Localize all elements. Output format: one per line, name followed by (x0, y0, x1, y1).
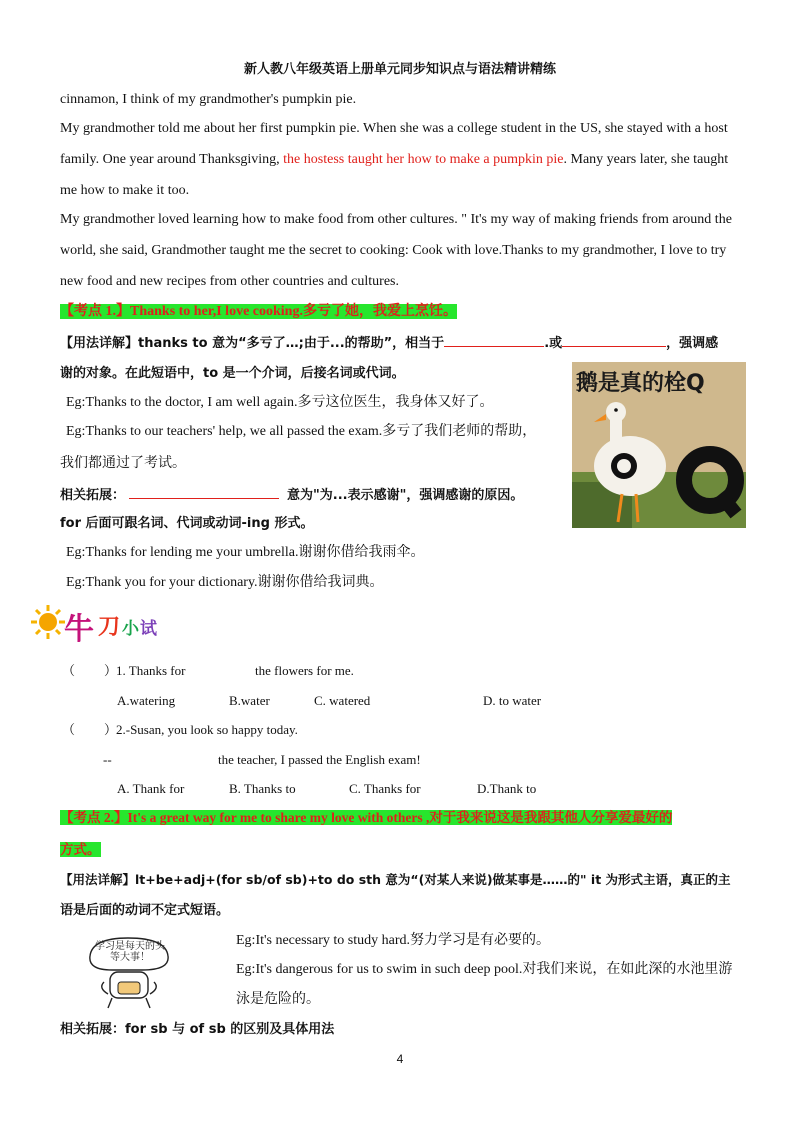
example-6: Eg:It's dangerous for us to swim in such deep pool.对我们来说，在如此深的水池里游 (236, 962, 733, 977)
q2-stem-a: 2.-Susan, you look so happy today. (116, 722, 298, 737)
q1-option-d[interactable]: D. to water (483, 693, 542, 708)
q1-option-b[interactable]: B.water (229, 693, 270, 708)
q2-option-c[interactable]: C. Thanks for (349, 781, 421, 796)
q2-answer-paren-right: ） (104, 722, 118, 737)
q2-answer-paren-left: （ (62, 722, 76, 737)
key-point-1-label: 【考点 1.】Thanks to her,I love cooking.多亏了她，我爱上烹饪。 (60, 304, 457, 319)
sun-icon (30, 604, 66, 640)
usage-explanation-1b: 谢的对象。在此短语中，to 是一个介词，后接名词或代词。 (60, 366, 405, 381)
related-extension-1b: for 后面可跟名词、代词或动词-ing 形式。 (60, 516, 314, 531)
usage-text: ，强调感 (666, 336, 719, 351)
q1-option-a[interactable]: A.watering (117, 693, 176, 708)
example-3: Eg:Thanks for lending me your umbrella.谢谢你借给我雨伞。 (66, 545, 425, 560)
usage-explanation-2: 【用法详解】lt+be+adj+(for sb/of sb)+to do sth 意为“(对某人来说)做某事是……的" it 为形式主语，真正的主 (60, 872, 731, 887)
related-extension-1 (60, 484, 523, 506)
example-2: Eg:Thanks to our teachers' help, we all passed the exam.多亏了我们老师的帮助， (66, 424, 537, 439)
passage-line-3 (60, 150, 728, 170)
usage-text: .或 (544, 336, 563, 351)
example-4: Eg:Thank you for your dictionary.谢谢你借给我词典。 (66, 575, 384, 590)
passage-line-5: My grandmother loved learning how to make food from other cultures. " It's my way of making friends from around the (60, 212, 732, 227)
example-1: Eg:Thanks to the doctor, I am well again.多亏这位医生，我身体又好了。 (66, 395, 494, 410)
logo-char-3: 小 (122, 619, 139, 639)
passage-text: . Many years later, she taught (563, 152, 729, 167)
passage-line-6: world, she said, Grandmother taught me the secret to cooking: Cook with love.Thanks to my grandmother, I love to try (60, 243, 727, 258)
passage-line-1: cinnamon, I think of my grandmother's pumpkin pie. (60, 92, 357, 107)
usage-explanation-1 (60, 332, 718, 354)
logo-char-1: 牛 (64, 612, 94, 647)
q2-dash: -- (103, 752, 112, 767)
q1-stem-b: the flowers for me. (255, 663, 354, 678)
related-extension-2: 相关拓展：for sb 与 of sb 的区别及具体用法 (60, 1022, 335, 1037)
sticker-caption: 鹅是真的栓Q (576, 371, 705, 396)
key-point-2-title-b (60, 840, 101, 860)
q1-answer-paren-right: ） (104, 663, 118, 678)
example-5: Eg:It's necessary to study hard.努力学习是有必要的。 (236, 933, 550, 948)
practice-logo (30, 604, 170, 647)
q2-option-b[interactable]: B. Thanks to (229, 781, 296, 796)
extension-label: 相关拓展： (60, 488, 126, 503)
passage-line-4: me how to make it too. (60, 183, 190, 198)
logo-char-2: 刀 (98, 615, 121, 640)
q1-stem-a: 1. Thanks for (116, 663, 186, 678)
example-6b: 泳是危险的。 (236, 992, 320, 1007)
page-header: 新人教八年级英语上册单元同步知识点与语法精讲精练 (243, 62, 556, 77)
page-number: 4 (396, 1052, 404, 1066)
key-point-2-label-b: 方式。 (60, 842, 101, 857)
key-point-2-label: 【考点 2.】It's a great way for me to share my love with others ,对于我来说这是我跟其他人分享爱最好的 (60, 810, 673, 825)
q1-answer-paren-left: （ (62, 663, 76, 678)
q2-option-d[interactable]: D.Thank to (477, 781, 537, 796)
usage-explanation-2b: 语是后面的动词不定式短语。 (60, 903, 230, 918)
q1-option-c[interactable]: C. watered (314, 693, 371, 708)
q2-option-a[interactable]: A. Thank for (117, 781, 185, 796)
key-point-1-title (60, 302, 457, 322)
logo-char-4: 试 (140, 619, 157, 639)
passage-line-7: new food and new recipes from other countries and cultures. (60, 274, 399, 289)
study-doodle-image (82, 932, 176, 1010)
extension-text: 意为"为...表示感谢"，强调感谢的原因。 (287, 488, 524, 503)
highlighted-sentence: the hostess taught her how to make a pumpkin pie (283, 152, 564, 167)
key-point-2-title (60, 808, 672, 828)
passage-text: family. One year around Thanksgiving, (60, 152, 280, 167)
example-2b: 我们都通过了考试。 (60, 456, 186, 471)
passage-line-2: My grandmother told me about her first pumpkin pie. When she was a college student in the US, she stayed with a host (60, 121, 728, 136)
q2-stem-b: the teacher, I passed the English exam! (218, 752, 421, 767)
goose-sticker-image (572, 362, 746, 528)
usage-text: 【用法详解】thanks to 意为“多亏了…;由于...的帮助”，相当于 (60, 336, 445, 351)
doodle-caption: 学习是每天的头等大事！ (95, 941, 165, 963)
